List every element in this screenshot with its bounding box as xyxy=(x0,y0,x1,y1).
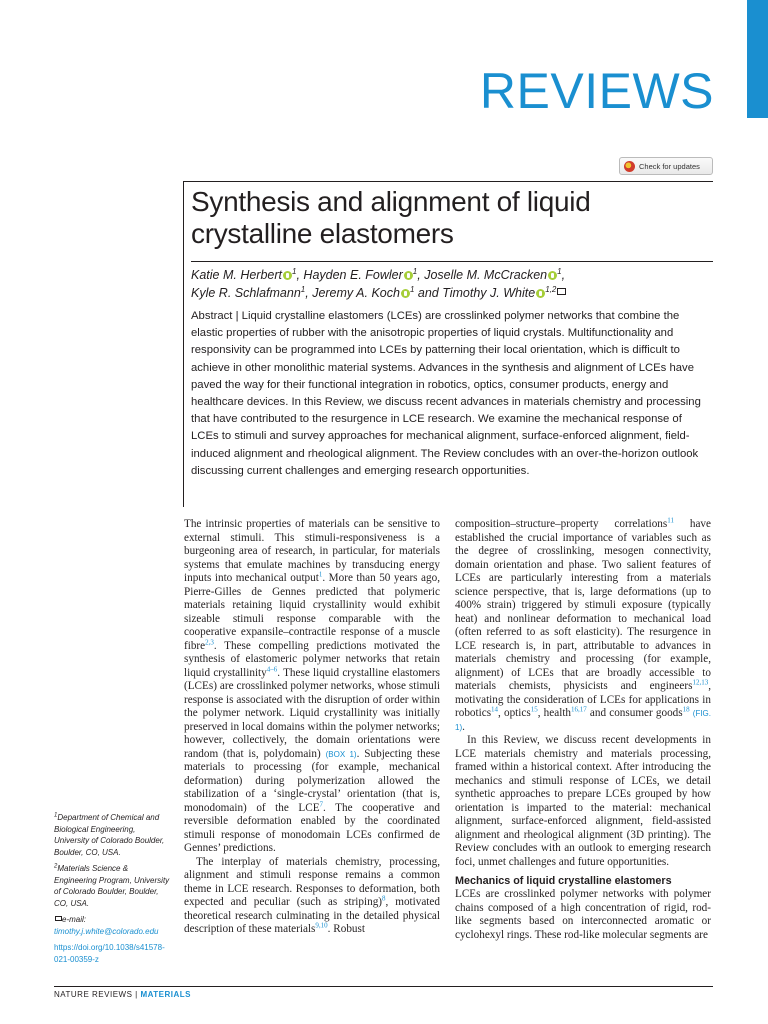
envelope-icon[interactable] xyxy=(557,288,566,295)
section-subheading: Mechanics of liquid crystalline elastomers xyxy=(455,875,672,887)
correspondence xyxy=(54,914,172,937)
body-paragraph: The interplay of materials chemistry, processing, alignment and stimuli response remains a common theme in LCE research. Responses to deformation, both expected and peculiar (such as striping)$^8$, motivated theoretical research culminating in the detailed physical description of these materials$^{9,10}$. Robust xyxy=(184,855,440,935)
orcid-icon[interactable] xyxy=(283,271,292,280)
author-name: Joselle M. McCracken xyxy=(424,268,548,282)
abstract-label: Abstract xyxy=(191,310,233,322)
author-name: Hayden E. Fowler xyxy=(303,268,403,282)
envelope-icon xyxy=(55,916,62,921)
orcid-icon[interactable] xyxy=(401,289,410,298)
section-accent-bar xyxy=(747,0,768,118)
author-affiliation: 1 xyxy=(412,266,418,276)
check-updates-label: Check for updates xyxy=(639,161,700,171)
check-for-updates-button[interactable] xyxy=(619,157,713,175)
body-column-left xyxy=(184,518,440,937)
author-name: Timothy J. White xyxy=(442,286,536,300)
citation-link[interactable]: 1 xyxy=(318,570,323,579)
citation-link[interactable]: 7 xyxy=(319,799,324,808)
affiliation-1: $^1$Department of Chemical and Biological Engineering, University of Colorado Boulder, Boulder, CO, USA. xyxy=(54,812,165,857)
author-name: Kyle R. Schlafmann xyxy=(191,286,301,300)
box-reference-link[interactable]: (BOX 1) xyxy=(325,749,357,759)
author-name: Jeremy A. Koch xyxy=(312,286,400,300)
email-link[interactable]: timothy.j.white@colorado.edu xyxy=(54,926,159,936)
citation-link[interactable]: 4–6 xyxy=(266,664,278,673)
affiliation-2: $^2$Materials Science & Engineering Program, University of Colorado Boulder, Boulder, CO, USA. xyxy=(54,863,170,908)
body-paragraph: The intrinsic properties of materials can be sensitive to external stimuli. This stimuli-responsiveness is a burgeoning area of research, in particular, for materials systems that emulate machines by transducing energy inputs into mechanical output$^1$. More than 50 years ago, Pierre-Gilles de Gennes predicted that polymeric materials retaining liquid crystallinity would exhibit sizeable stimuli response comparable with the cooperative expansile–contractile response of a muscle fibre$^{2,3}$. These compelling predictions motivated the synthesis of elastomeric polymer networks that retain liquid crystallinity$^{4-6}$. These liquid crystalline elastomers (LCEs) are crosslinked polymer networks, whose stimuli response is associated with the disruption of order within the polymer network. Liquid crystallinity was initially preserved in local domains within the polymer networks; however, collectively, the domain orientations were random (that is, polydomain) (BOX 1). Subjecting these materials to processing (for example, mechanical deformation) during polymerization allowed the stabilization of a ‘single-crystal’ orientation (that is, monodomain) of the LCE$^7$. The cooperative and reversible deformation enabled by the coordinated stimuli response of monodomain LCEs confirmed de Gennes’ predictions. xyxy=(184,518,441,854)
citation-link[interactable]: 15 xyxy=(530,705,538,714)
body-paragraph: In this Review, we discuss recent developments in LCE materials chemistry and materials processing, framed within a historical context. After introducing the mechanics and stimuli response of LCEs, we detail synthetic approaches to prepare LCEs grouped by how orientation is imparted to the material: mechanical alignment, surface-enforced alignment, field-assisted alignment and rheological alignment (3D printing). The Review concludes with an outlook to emerging research foci, unmet challenges and future opportunities. xyxy=(455,734,711,868)
citation-link[interactable]: 11 xyxy=(667,516,674,525)
title-left-rule xyxy=(183,181,184,507)
check-updates-icon xyxy=(624,161,635,172)
citation-link[interactable]: 9,10 xyxy=(315,921,328,930)
orcid-icon[interactable] xyxy=(404,271,413,280)
abstract: Abstract | Liquid crystalline elastomers (LCEs) are crosslinked polymer networks that combine the elastic properties of rubber with the anisotropic properties of liquid crystals. Multifunctionality and responsivity can be programmed into LCEs by patterning their local orientation, which is difficult to achieve in other monolithic material systems. Advances in the synthesis and alignment of LCEs have paved the way for their functional integration in robotics, optics, consumer products, energy and healthcare devices. In this Review, we discuss recent advances in materials chemistry and processing that have contributed to the resurgence in LCE research. We examine the mechanical response of LCEs to stimuli and survey approaches for mechanical alignment, surface-enforced alignment, field-induced alignment and rheological alignment. The Review concludes with an over-the-horizon outlook discussing current challenges and emerging research opportunities. xyxy=(191,310,701,477)
body-column-right xyxy=(455,518,711,942)
orcid-icon[interactable] xyxy=(548,271,557,280)
author-affiliation: 1 xyxy=(292,266,297,276)
abstract-text: Liquid crystalline elastomers (LCEs) are crosslinked polymer networks that combine the elastic properties of rubber with the anisotropic properties of liquid crystals. Multifunctionality and responsivity can be programmed into LCEs by patterning their local orientation, which is difficult to achieve in other monolithic material systems. Advances in the synthesis and alignment of LCEs have paved the way for their functional integration in robotics, optics, consumer products, energy and healthcare devices. In this Review, we discuss recent advances in materials chemistry and processing that have contributed to the resurgence in LCE research. We examine the mechanical response of LCEs to stimuli and survey approaches for mechanical alignment, surface-enforced alignment, field-induced alignment and rheological alignment. The Review concludes with an over-the-horizon outlook discussing current challenges and emerging research opportunities. xyxy=(191,310,701,477)
author-affiliation: 1 xyxy=(300,284,306,294)
title-top-rule xyxy=(183,181,713,182)
citation-link[interactable]: 14 xyxy=(491,705,499,714)
citation-link[interactable]: 2,3 xyxy=(205,637,214,646)
article-title: Synthesis and alignment of liquid crystalline elastomers xyxy=(191,186,591,249)
author-name: Katie M. Herbert xyxy=(191,268,283,282)
orcid-icon[interactable] xyxy=(536,289,545,298)
page-footer xyxy=(54,990,191,999)
doi-link[interactable]: https://doi.org/10.1038/s41578-021-00359-z xyxy=(54,943,165,964)
affiliations-sidebar xyxy=(54,812,172,965)
citation-link[interactable]: 16,17 xyxy=(571,705,587,714)
citation-link[interactable]: 8 xyxy=(382,894,386,903)
author-affiliation: 1 xyxy=(409,284,415,294)
figure-reference-link[interactable]: (FIG. 1) xyxy=(455,709,711,732)
citation-link[interactable]: 18 xyxy=(682,705,690,714)
author-affiliation: 1 xyxy=(557,266,562,276)
journal-subject: MATERIALS xyxy=(140,990,192,999)
section-heading: REVIEWS xyxy=(479,63,714,119)
email-label: e-mail: xyxy=(62,915,87,924)
footer-rule xyxy=(54,986,713,987)
body-paragraph: composition–structure–property correlations$^{11}$ have established the crucial importance of variables such as the degree of crosslinking, mesogen connectivity, domain orientation and phase. Two salient features of LCEs are particularly interesting from a materials science perspective, that is, large deformations (up to 400% strain) triggered by stimuli exposure (typically heat) and nonlinear deformation to mechanical load (often referred to as soft elasticity). The resurgence in LCE research is, in part, attributable to advances in materials chemistry and processing (for example, alignment) of LCEs that are broadly accessible to materials chemists, physicists and engineers$^{12,13}$, motivating the consideration of LCEs for applications in robotics$^{14}$, optics$^{15}$, health$^{16,17}$ and consumer goods$^{18}$ (FIG. 1). xyxy=(455,516,711,733)
author-list: Katie M. Herbert $^1$, Hayden E. Fowler $^1$, Joselle M. McCracken $^1$, Kyle R. Schlafmann$^1$, Jeremy A. Koch $^1$ and Timothy J. White $^{1,2}$ xyxy=(191,266,566,300)
title-divider xyxy=(191,261,713,262)
journal-name: NATURE REVIEWS | xyxy=(54,990,141,999)
author-affiliation: 1,2 xyxy=(545,284,557,294)
citation-link[interactable]: 12,13 xyxy=(692,678,709,687)
body-paragraph: LCEs are crosslinked polymer networks with polymer chains composed of a high concentration of rigid, rod-like segments based on interconnected aromatic or cyclohexyl rings. These rod-like molecular segments are xyxy=(455,888,711,941)
